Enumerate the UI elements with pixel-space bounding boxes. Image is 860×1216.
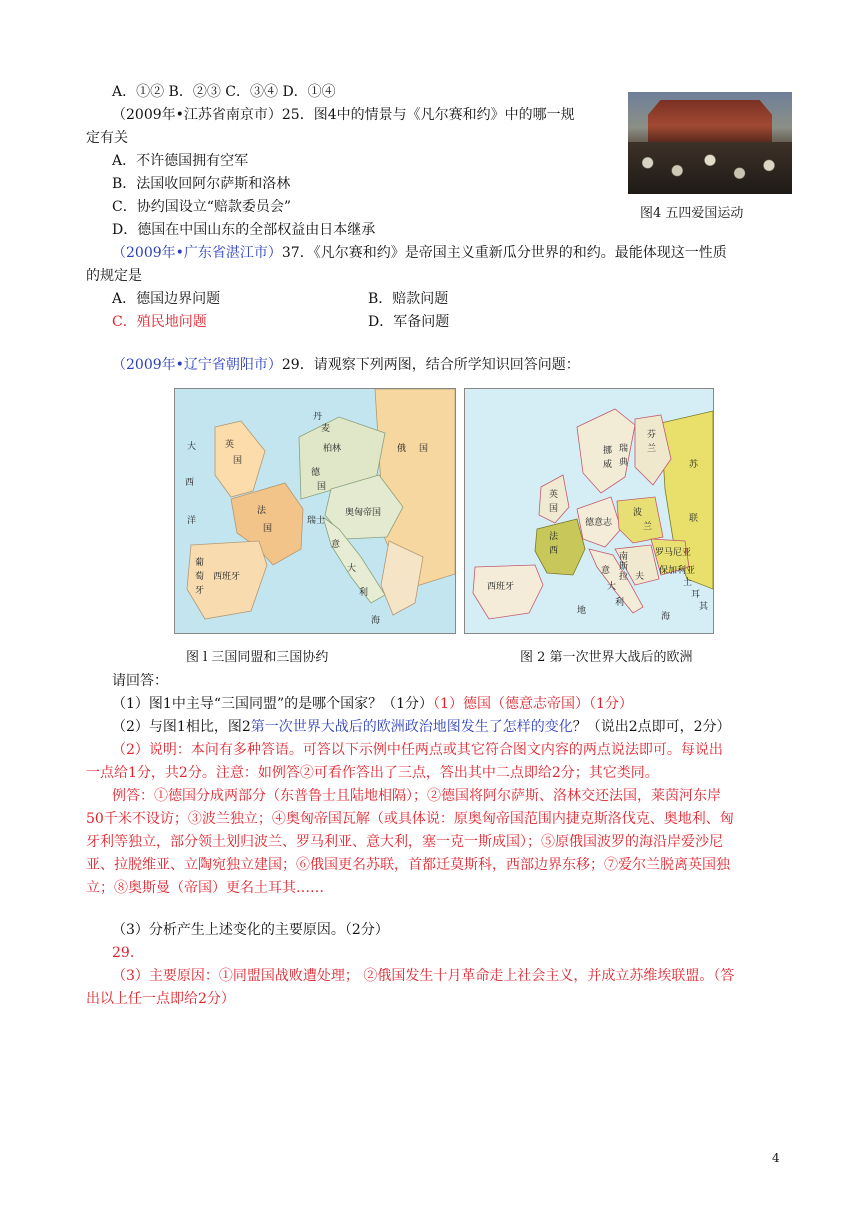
map1-label: 意	[331, 540, 341, 550]
map2-label: 芬	[647, 430, 657, 440]
map2-label: 兰	[647, 444, 657, 454]
part2-example-line4: 亚、拉脱维亚、立陶宛独立建国；⑥俄国更名苏联，首都迁莫斯科，西部边界东移；⑦爱尔兰脱离英国独	[86, 857, 730, 873]
answer-prompt: 请回答：	[112, 673, 168, 689]
figure2-caption: 图 2 第一次世界大战后的欧洲	[520, 650, 693, 665]
q37-stem-line1	[112, 241, 727, 265]
map2-label: 罗马尼亚	[655, 548, 692, 558]
q37-option-a: A．德国边界问题	[112, 291, 221, 307]
map2-label: 意	[601, 566, 611, 576]
map2-label: 土	[683, 578, 693, 588]
map1-label: 国	[233, 456, 243, 466]
map2-label: 波	[633, 508, 643, 518]
map2-label: 利	[615, 598, 625, 608]
figure1-caption: 图 l 三国同盟和三国协约	[186, 650, 329, 665]
q29-stem: 29．请观察下列两图，结合所学知识回答问题：	[281, 357, 580, 373]
map2-label: 斯	[619, 562, 629, 572]
map-figure2	[464, 388, 714, 634]
q37-option-b: B．赔款问题	[368, 291, 449, 307]
map2-label: 海	[661, 612, 671, 622]
map1-label: 洋	[187, 516, 197, 526]
part2-question-pre: （2）与图1相比，图2	[112, 719, 251, 735]
map2-label: 保加利亚	[659, 566, 696, 576]
q29-stem-line	[112, 353, 580, 377]
answer-number: 29.	[112, 945, 135, 961]
map2-label: 瑞	[619, 444, 629, 454]
part2-note-line2: 一点给1分，共2分。注意：如例答②可看作答出了三点，答出其中二点即给2分；其它类同。	[86, 765, 659, 781]
map1-label: 国	[317, 482, 327, 492]
map1-label: 柏林	[323, 444, 342, 454]
part1-question: （1）图1中主导“三国同盟”的是哪个国家？（1分）	[112, 696, 434, 712]
q25-stem-line1: （2009年•江苏省南京市）25．图4中的情景与《凡尔赛和约》中的哪一规	[112, 107, 575, 123]
q37-stem-line2: 的规定是	[86, 268, 142, 284]
q24-options: A．①② B．②③ C．③④ D．①④	[112, 84, 336, 100]
map1-label: 葡	[195, 558, 205, 568]
map1-label: 俄	[397, 444, 407, 454]
q29-source: （2009年•辽宁省朝阳市）	[112, 357, 282, 373]
map2-label: 典	[619, 458, 629, 468]
part2-example-line5: 立；⑧奥斯曼（帝国）更名土耳其……	[86, 880, 324, 896]
part2-question-line	[112, 715, 731, 739]
map2-label: 拉	[619, 572, 629, 582]
map-figure1	[174, 388, 456, 634]
map2-label: 挪	[603, 446, 613, 456]
map1-label: 国	[419, 444, 429, 454]
q25-stem-line2: 定有关	[86, 130, 128, 146]
map2-label: 其	[699, 602, 709, 612]
map1-label: 大	[347, 564, 357, 574]
may-fourth-movement-photo	[628, 92, 792, 194]
q37-option-c: C．殖民地问题	[112, 314, 207, 330]
map1-label: 海	[371, 616, 381, 626]
map2-label: 耳	[691, 590, 701, 600]
map2-label: 国	[549, 504, 559, 514]
part1-line	[112, 692, 633, 716]
map2-label: 西班牙	[487, 582, 515, 592]
q37-source: （2009年•广东省湛江市）	[112, 245, 282, 261]
map1-label: 西	[185, 478, 195, 488]
map2-label: 德意志	[585, 518, 613, 528]
part3-answer-line2: 出以上任一点即给2分）	[86, 991, 235, 1007]
q37-stem: 37．《凡尔赛和约》是帝国主义重新瓜分世界的和约。最能体现这一性质	[281, 245, 727, 261]
map1-label: 麦	[321, 424, 331, 434]
map2-label: 威	[603, 460, 613, 470]
q37-option-d: D．军备问题	[368, 314, 450, 330]
map2-label: 夫	[635, 572, 645, 582]
map2-label: 大	[607, 582, 617, 592]
map1-label: 法	[257, 506, 267, 516]
crowd-shape	[628, 142, 792, 194]
map-figure1-svg	[175, 389, 455, 633]
figure4-caption: 图4 五四爱国运动	[640, 206, 744, 221]
q25-option-a: A．不许德国拥有空军	[112, 153, 249, 169]
part2-question-highlight: 第一次世界大战后的欧洲政治地图发生了怎样的变化	[250, 719, 573, 735]
q25-option-d: D．德国在中国山东的全部权益由日本继承	[112, 222, 376, 238]
part3-answer-line1: （3）主要原因：①同盟国战败遭处理； ②俄国发生十月革命走上社会主义，并成立苏维埃联盟。（答	[112, 968, 735, 984]
map1-label: 萄	[195, 572, 205, 582]
map1-label: 德	[311, 468, 321, 478]
page-number: 4	[772, 1151, 780, 1165]
part1-answer: （1）德国（德意志帝国）（1分）	[433, 696, 633, 712]
map2-label: 法	[549, 532, 559, 542]
map1-label: 牙	[195, 586, 205, 596]
part2-question-post: ？（说出2点即可，2分）	[572, 719, 731, 735]
q25-option-b: B．法国收回阿尔萨斯和洛林	[112, 176, 291, 192]
map1-label: 奥匈帝国	[345, 508, 382, 518]
map1-label: 利	[359, 588, 369, 598]
map2-label: 地	[577, 606, 587, 616]
part2-example-line1: 例答：①德国分成两部分（东普鲁士且陆地相隔）；②德国将阿尔萨斯、洛林交还法国，莱茵河东岸	[112, 788, 721, 804]
map2-label: 南	[619, 552, 629, 562]
map1-label: 英	[225, 440, 235, 450]
map2-label: 联	[689, 514, 699, 524]
map2-label: 西	[549, 546, 559, 556]
map1-label: 瑞士	[307, 516, 326, 526]
map1-label: 国	[263, 524, 273, 534]
part2-example-line3: 牙利等独立，部分领土划归波兰、罗马利亚、意大利，塞一克一斯成国）；⑤原俄国波罗的海沿岸爱沙尼	[86, 834, 723, 850]
map1-label: 大	[187, 442, 197, 452]
map1-label: 丹	[313, 412, 323, 422]
map-figure2-svg	[465, 389, 713, 633]
q25-option-c: C．协约国设立“赔款委员会”	[112, 199, 292, 215]
map1-label: 西班牙	[213, 572, 241, 582]
part2-note-line1: （2）说明：本问有多种答语。可答以下示例中任两点或其它符合图文内容的两点说法即可。每说出	[112, 742, 723, 758]
map2-label: 苏	[689, 460, 699, 470]
part3-question: （3）分析产生上述变化的主要原因。（2分）	[112, 922, 389, 938]
map2-label: 英	[549, 490, 559, 500]
map2-label: 兰	[643, 522, 653, 532]
tiananmen-gate-shape	[648, 100, 772, 142]
part2-example-line2: 50千米不设访；③波兰独立；④奥匈帝国瓦解（或具体说：原奥匈帝国范围内捷克斯洛伐克、奥地利、匈	[86, 811, 734, 827]
